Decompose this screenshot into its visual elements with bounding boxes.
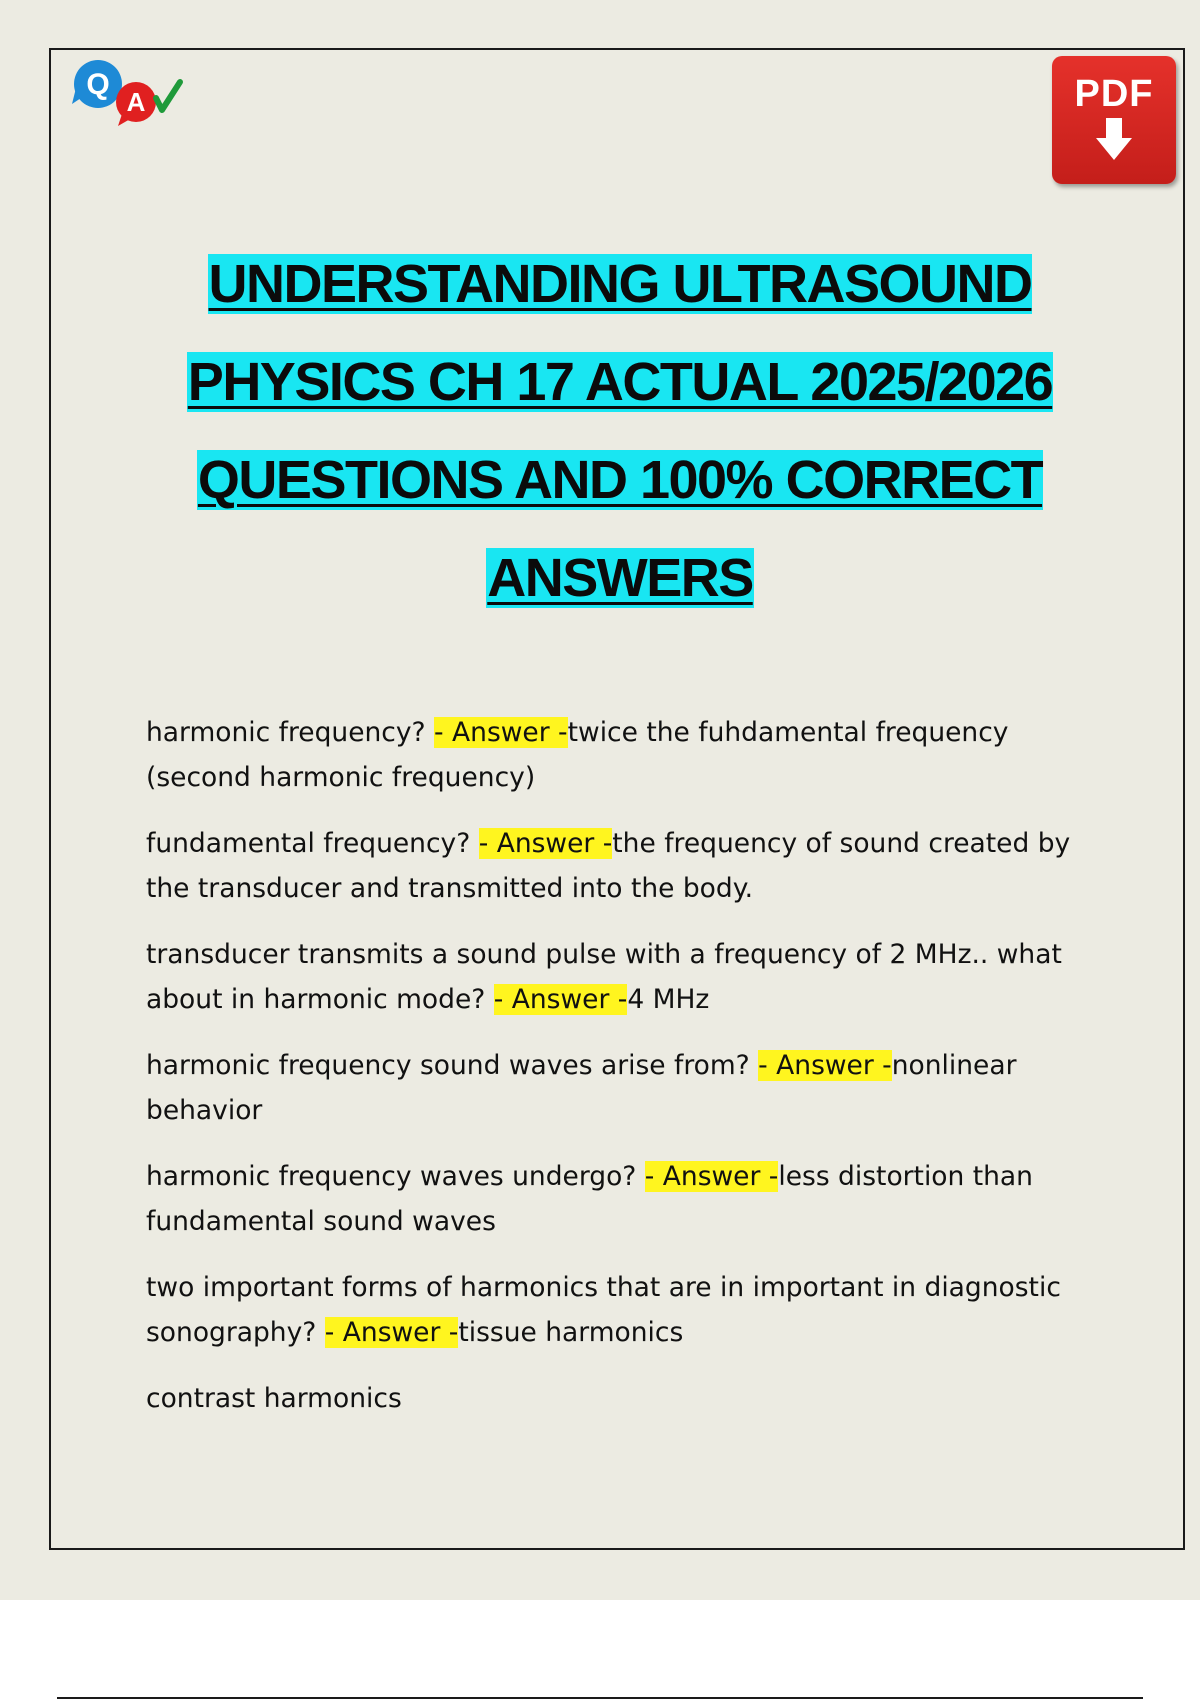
question-text: two important forms of harmonics that are in important in diagnostic sonography?: [146, 1272, 1061, 1348]
download-arrow-icon: [1094, 118, 1134, 162]
q-letter: Q: [86, 68, 110, 101]
a-letter: A: [126, 87, 146, 117]
qa-item: [146, 1154, 1086, 1244]
answer-marker: - Answer -: [644, 1161, 779, 1192]
qa-item: [146, 1265, 1086, 1355]
question-text: fundamental frequency?: [146, 828, 479, 859]
question-text: harmonic frequency waves undergo?: [146, 1161, 645, 1192]
answer-marker: - Answer -: [758, 1050, 892, 1081]
bottom-divider: [57, 1697, 1143, 1699]
answer-text: less distortion than fundamental sound waves: [146, 1161, 1033, 1237]
answer-marker: - Answer -: [324, 1317, 459, 1348]
qa-item: [146, 710, 1086, 800]
qa-item: [146, 932, 1086, 1022]
qa-list: [146, 710, 1086, 1442]
question-text: harmonic frequency sound waves arise from?: [146, 1050, 759, 1081]
question-text: harmonic frequency?: [146, 717, 435, 748]
answer-text: nonlinear behavior: [146, 1050, 1017, 1126]
question-text: transducer transmits a sound pulse with a frequency of 2 MHz.. what about in harmonic mode?: [146, 939, 1062, 1015]
qa-item: [146, 1043, 1086, 1133]
trailing-line: contrast harmonics: [146, 1383, 402, 1414]
answer-text: twice the fuhdamental frequency (second harmonic frequency): [146, 717, 1009, 793]
check-icon: [156, 82, 180, 110]
document-title: [100, 235, 1140, 627]
document-title-text: UNDERSTANDING ULTRASOUND PHYSICS CH 17 ACTUAL 2025/2026 QUESTIONS AND 100% CORRECT ANSWERS: [187, 254, 1053, 608]
qa-logo-icon: [70, 58, 190, 128]
answer-text: the frequency of sound created by the transducer and transmitted into the body.: [146, 828, 1071, 904]
pdf-download-button[interactable]: [1052, 56, 1176, 184]
qa-item: [146, 821, 1086, 911]
answer-marker: - Answer -: [493, 984, 628, 1015]
answer-text: tissue harmonics: [458, 1317, 684, 1348]
answer-text: 4 MHz: [627, 984, 710, 1015]
answer-marker: - Answer -: [478, 828, 613, 859]
pdf-label: PDF: [1074, 73, 1154, 115]
answer-marker: - Answer -: [434, 717, 568, 748]
